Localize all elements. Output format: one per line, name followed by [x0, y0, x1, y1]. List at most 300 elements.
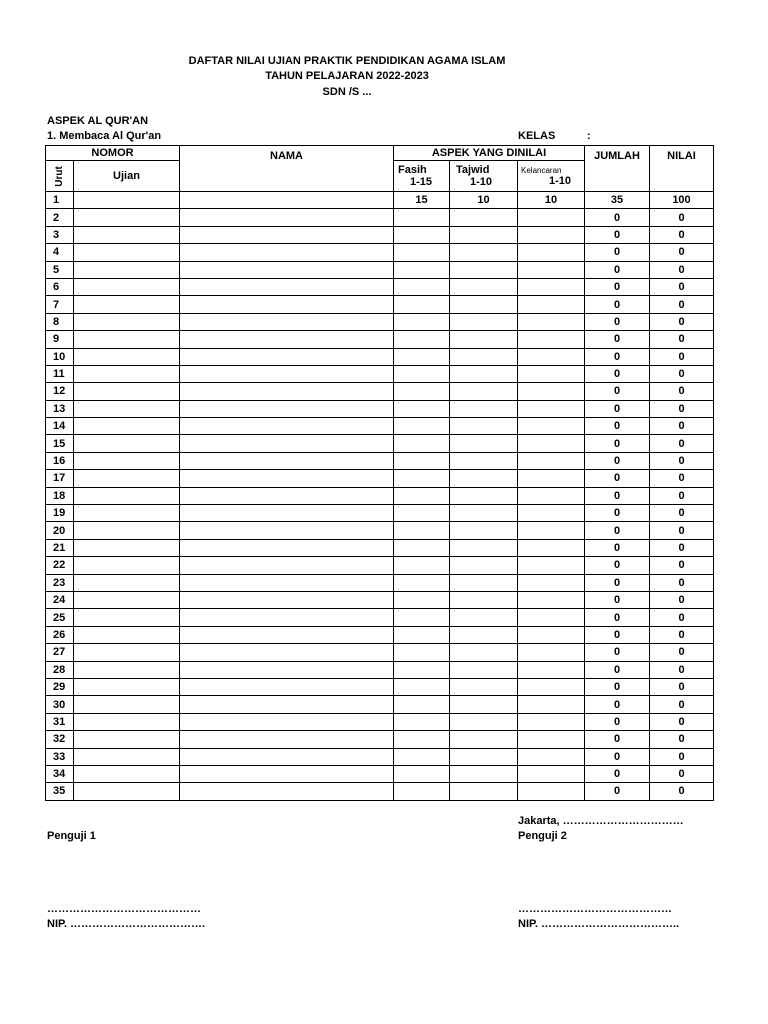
- cell-kelancaran: [518, 452, 585, 469]
- cell-fasih: [394, 748, 450, 765]
- cell-urut: 26: [46, 626, 74, 643]
- cell-kelancaran: [518, 713, 585, 730]
- cell-nama: [180, 661, 394, 678]
- cell-jumlah: 0: [585, 452, 650, 469]
- table-row: [46, 487, 714, 504]
- cell-nilai: 0: [650, 557, 714, 574]
- cell-nilai: 100: [650, 192, 714, 209]
- cell-nama: [180, 626, 394, 643]
- grade-table: [45, 145, 714, 801]
- cell-fasih: [394, 696, 450, 713]
- cell-kelancaran: [518, 696, 585, 713]
- examiner-1-label: Penguji 1: [47, 830, 96, 842]
- cell-tajwid: [450, 418, 518, 435]
- cell-urut: 6: [46, 278, 74, 295]
- cell-ujian: [74, 418, 180, 435]
- cell-kelancaran: [518, 522, 585, 539]
- cell-tajwid: [450, 296, 518, 313]
- cell-kelancaran: [518, 765, 585, 782]
- cell-urut: 23: [46, 574, 74, 591]
- cell-kelancaran: [518, 661, 585, 678]
- cell-fasih: [394, 765, 450, 782]
- cell-jumlah: 0: [585, 539, 650, 556]
- header-fasih: [394, 161, 450, 192]
- nip-1: NIP. ……………………………….: [47, 918, 206, 930]
- cell-nilai: 0: [650, 348, 714, 365]
- cell-ujian: [74, 383, 180, 400]
- cell-tajwid: [450, 539, 518, 556]
- cell-urut: 30: [46, 696, 74, 713]
- cell-jumlah: 0: [585, 470, 650, 487]
- cell-kelancaran: [518, 748, 585, 765]
- cell-jumlah: 0: [585, 522, 650, 539]
- cell-kelancaran: [518, 435, 585, 452]
- cell-kelancaran: [518, 557, 585, 574]
- cell-fasih: [394, 400, 450, 417]
- cell-fasih: [394, 435, 450, 452]
- cell-jumlah: 0: [585, 644, 650, 661]
- cell-tajwid: [450, 731, 518, 748]
- cell-nilai: 0: [650, 678, 714, 695]
- cell-jumlah: 35: [585, 192, 650, 209]
- cell-tajwid: [450, 591, 518, 608]
- cell-nama: [180, 244, 394, 261]
- examiner-2-label: Penguji 2: [518, 830, 567, 842]
- cell-nilai: 0: [650, 278, 714, 295]
- cell-jumlah: 0: [585, 505, 650, 522]
- header-fasih-range: 1-15: [410, 176, 433, 188]
- header-kelancaran-range: 1-10: [549, 174, 572, 187]
- cell-jumlah: 0: [585, 435, 650, 452]
- cell-tajwid: [450, 244, 518, 261]
- cell-kelancaran: [518, 487, 585, 504]
- table-row: [46, 470, 714, 487]
- cell-jumlah: 0: [585, 278, 650, 295]
- cell-kelancaran: [518, 365, 585, 382]
- cell-urut: 29: [46, 678, 74, 695]
- cell-kelancaran: [518, 296, 585, 313]
- cell-nilai: 0: [650, 383, 714, 400]
- cell-urut: 4: [46, 244, 74, 261]
- cell-nilai: 0: [650, 644, 714, 661]
- cell-tajwid: [450, 452, 518, 469]
- cell-nama: [180, 609, 394, 626]
- cell-ujian: [74, 435, 180, 452]
- cell-jumlah: 0: [585, 261, 650, 278]
- cell-ujian: [74, 539, 180, 556]
- table-row: [46, 365, 714, 382]
- table-row: [46, 435, 714, 452]
- cell-fasih: [394, 557, 450, 574]
- cell-fasih: [394, 539, 450, 556]
- cell-tajwid: [450, 365, 518, 382]
- cell-urut: 13: [46, 400, 74, 417]
- cell-ujian: [74, 678, 180, 695]
- header-urut: [46, 161, 74, 192]
- cell-nama: [180, 539, 394, 556]
- cell-nama: [180, 591, 394, 608]
- table-row: [46, 678, 714, 695]
- cell-jumlah: 0: [585, 226, 650, 243]
- cell-kelancaran: [518, 574, 585, 591]
- cell-fasih: [394, 418, 450, 435]
- cell-fasih: [394, 296, 450, 313]
- cell-fasih: [394, 313, 450, 330]
- cell-nilai: 0: [650, 400, 714, 417]
- table-row: [46, 505, 714, 522]
- cell-fasih: [394, 365, 450, 382]
- cell-nilai: 0: [650, 487, 714, 504]
- cell-tajwid: [450, 696, 518, 713]
- cell-ujian: [74, 278, 180, 295]
- cell-urut: 32: [46, 731, 74, 748]
- aspect-label: ASPEK AL QUR'AN: [47, 115, 149, 127]
- header-urut-text: Urut: [54, 166, 65, 187]
- cell-jumlah: 0: [585, 383, 650, 400]
- cell-tajwid: [450, 261, 518, 278]
- cell-fasih: [394, 678, 450, 695]
- cell-urut: 14: [46, 418, 74, 435]
- table-row: [46, 731, 714, 748]
- table-row: [46, 522, 714, 539]
- cell-nilai: 0: [650, 470, 714, 487]
- cell-nilai: 0: [650, 505, 714, 522]
- aspect-item-label: 1. Membaca Al Qur'an: [47, 130, 162, 142]
- cell-fasih: 15: [394, 192, 450, 209]
- cell-nilai: 0: [650, 539, 714, 556]
- cell-urut: 15: [46, 435, 74, 452]
- cell-nilai: 0: [650, 296, 714, 313]
- cell-kelancaran: [518, 278, 585, 295]
- cell-tajwid: [450, 609, 518, 626]
- cell-fasih: [394, 278, 450, 295]
- cell-nama: [180, 696, 394, 713]
- table-row: [46, 452, 714, 469]
- table-row: [46, 748, 714, 765]
- document-title: DAFTAR NILAI UJIAN PRAKTIK PENDIDIKAN AGAMA ISLAM: [188, 55, 506, 67]
- cell-kelancaran: [518, 505, 585, 522]
- cell-nama: [180, 783, 394, 800]
- cell-kelancaran: [518, 400, 585, 417]
- cell-ujian: [74, 470, 180, 487]
- cell-ujian: [74, 365, 180, 382]
- cell-jumlah: 0: [585, 731, 650, 748]
- table-row: [46, 244, 714, 261]
- cell-nilai: 0: [650, 452, 714, 469]
- cell-fasih: [394, 609, 450, 626]
- cell-kelancaran: [518, 591, 585, 608]
- cell-urut: 18: [46, 487, 74, 504]
- cell-tajwid: [450, 487, 518, 504]
- cell-nilai: 0: [650, 626, 714, 643]
- cell-jumlah: 0: [585, 331, 650, 348]
- place-date: Jakarta, ……………………………: [518, 815, 684, 827]
- cell-nama: [180, 452, 394, 469]
- cell-urut: 28: [46, 661, 74, 678]
- cell-kelancaran: [518, 383, 585, 400]
- cell-tajwid: [450, 661, 518, 678]
- cell-kelancaran: [518, 226, 585, 243]
- cell-kelancaran: [518, 678, 585, 695]
- cell-tajwid: [450, 209, 518, 226]
- cell-kelancaran: [518, 539, 585, 556]
- cell-jumlah: 0: [585, 418, 650, 435]
- cell-jumlah: 0: [585, 209, 650, 226]
- cell-urut: 9: [46, 331, 74, 348]
- cell-kelancaran: [518, 626, 585, 643]
- table-row: [46, 783, 714, 800]
- cell-urut: 24: [46, 591, 74, 608]
- cell-ujian: [74, 696, 180, 713]
- cell-nama: [180, 505, 394, 522]
- cell-nilai: 0: [650, 609, 714, 626]
- table-row: [46, 591, 714, 608]
- cell-nama: [180, 487, 394, 504]
- cell-tajwid: [450, 644, 518, 661]
- cell-fasih: [394, 226, 450, 243]
- cell-ujian: [74, 661, 180, 678]
- header-tajwid: [450, 161, 518, 192]
- cell-jumlah: 0: [585, 713, 650, 730]
- cell-nama: [180, 192, 394, 209]
- cell-fasih: [394, 383, 450, 400]
- cell-nama: [180, 226, 394, 243]
- cell-urut: 19: [46, 505, 74, 522]
- table-row: [46, 278, 714, 295]
- cell-nilai: 0: [650, 226, 714, 243]
- cell-urut: 17: [46, 470, 74, 487]
- cell-ujian: [74, 713, 180, 730]
- cell-ujian: [74, 209, 180, 226]
- cell-fasih: [394, 783, 450, 800]
- table-row: [46, 348, 714, 365]
- cell-kelancaran: [518, 609, 585, 626]
- cell-nama: [180, 644, 394, 661]
- table-row: [46, 713, 714, 730]
- cell-nilai: 0: [650, 365, 714, 382]
- cell-fasih: [394, 470, 450, 487]
- cell-ujian: [74, 261, 180, 278]
- kelas-label: KELAS: [518, 130, 556, 142]
- cell-jumlah: 0: [585, 591, 650, 608]
- cell-ujian: [74, 574, 180, 591]
- cell-urut: 25: [46, 609, 74, 626]
- cell-urut: 1: [46, 192, 74, 209]
- header-nilai: NILAI: [650, 146, 714, 192]
- signature-line-2: ……………………………………: [518, 903, 672, 915]
- cell-nilai: 0: [650, 713, 714, 730]
- cell-nilai: 0: [650, 574, 714, 591]
- cell-kelancaran: [518, 644, 585, 661]
- cell-tajwid: [450, 713, 518, 730]
- cell-nama: [180, 522, 394, 539]
- cell-kelancaran: [518, 348, 585, 365]
- cell-fasih: [394, 244, 450, 261]
- cell-ujian: [74, 244, 180, 261]
- cell-ujian: [74, 609, 180, 626]
- table-row: [46, 261, 714, 278]
- table-row: [46, 574, 714, 591]
- cell-ujian: [74, 331, 180, 348]
- header-tajwid-label: Tajwid: [456, 164, 490, 176]
- cell-kelancaran: [518, 418, 585, 435]
- header-ujian: Ujian: [74, 161, 180, 192]
- cell-urut: 33: [46, 748, 74, 765]
- cell-nilai: 0: [650, 748, 714, 765]
- cell-jumlah: 0: [585, 400, 650, 417]
- cell-urut: 22: [46, 557, 74, 574]
- cell-nilai: 0: [650, 783, 714, 800]
- cell-tajwid: [450, 278, 518, 295]
- cell-fasih: [394, 713, 450, 730]
- cell-kelancaran: [518, 313, 585, 330]
- cell-jumlah: 0: [585, 626, 650, 643]
- cell-jumlah: 0: [585, 574, 650, 591]
- cell-jumlah: 0: [585, 783, 650, 800]
- document-subtitle-school: SDN /S ...: [322, 86, 372, 98]
- cell-jumlah: 0: [585, 748, 650, 765]
- cell-nama: [180, 470, 394, 487]
- cell-urut: 5: [46, 261, 74, 278]
- cell-urut: 3: [46, 226, 74, 243]
- table-row: [46, 331, 714, 348]
- cell-nama: [180, 748, 394, 765]
- header-kelancaran: [518, 161, 585, 192]
- cell-nama: [180, 296, 394, 313]
- cell-ujian: [74, 313, 180, 330]
- cell-nama: [180, 261, 394, 278]
- cell-ujian: [74, 505, 180, 522]
- cell-tajwid: [450, 522, 518, 539]
- cell-tajwid: [450, 435, 518, 452]
- cell-tajwid: [450, 400, 518, 417]
- cell-ujian: [74, 487, 180, 504]
- cell-tajwid: [450, 748, 518, 765]
- cell-ujian: [74, 522, 180, 539]
- table-row: [46, 400, 714, 417]
- cell-jumlah: 0: [585, 487, 650, 504]
- kelas-colon: :: [587, 130, 591, 142]
- cell-jumlah: 0: [585, 557, 650, 574]
- table-row: [46, 383, 714, 400]
- cell-kelancaran: [518, 470, 585, 487]
- cell-ujian: [74, 591, 180, 608]
- cell-jumlah: 0: [585, 696, 650, 713]
- table-row: [46, 765, 714, 782]
- cell-fasih: [394, 209, 450, 226]
- cell-tajwid: [450, 765, 518, 782]
- signature-line-1: ……………………………………: [47, 903, 201, 915]
- cell-tajwid: [450, 226, 518, 243]
- cell-nama: [180, 383, 394, 400]
- cell-ujian: [74, 731, 180, 748]
- table-row: [46, 226, 714, 243]
- cell-jumlah: 0: [585, 678, 650, 695]
- cell-urut: 8: [46, 313, 74, 330]
- cell-jumlah: 0: [585, 313, 650, 330]
- cell-jumlah: 0: [585, 765, 650, 782]
- table-row: [46, 539, 714, 556]
- cell-tajwid: [450, 470, 518, 487]
- cell-nama: [180, 365, 394, 382]
- table-row: [46, 626, 714, 643]
- cell-urut: 12: [46, 383, 74, 400]
- cell-kelancaran: [518, 783, 585, 800]
- cell-urut: 31: [46, 713, 74, 730]
- cell-fasih: [394, 331, 450, 348]
- table-row: [46, 313, 714, 330]
- cell-nama: [180, 331, 394, 348]
- table-row: [46, 644, 714, 661]
- table-row: [46, 209, 714, 226]
- cell-nama: [180, 574, 394, 591]
- nip-2: NIP. ………………………………..: [518, 918, 680, 930]
- cell-jumlah: 0: [585, 661, 650, 678]
- cell-nilai: 0: [650, 765, 714, 782]
- header-nomor: NOMOR: [46, 146, 180, 161]
- table-row: [46, 296, 714, 313]
- cell-urut: 21: [46, 539, 74, 556]
- cell-urut: 34: [46, 765, 74, 782]
- cell-nilai: 0: [650, 435, 714, 452]
- cell-nilai: 0: [650, 244, 714, 261]
- cell-tajwid: [450, 348, 518, 365]
- cell-fasih: [394, 574, 450, 591]
- cell-ujian: [74, 748, 180, 765]
- cell-nama: [180, 400, 394, 417]
- cell-nama: [180, 278, 394, 295]
- cell-tajwid: [450, 313, 518, 330]
- cell-ujian: [74, 644, 180, 661]
- cell-urut: 16: [46, 452, 74, 469]
- cell-fasih: [394, 261, 450, 278]
- cell-fasih: [394, 591, 450, 608]
- cell-jumlah: 0: [585, 609, 650, 626]
- cell-nilai: 0: [650, 522, 714, 539]
- cell-tajwid: 10: [450, 192, 518, 209]
- cell-tajwid: [450, 331, 518, 348]
- cell-nama: [180, 348, 394, 365]
- cell-tajwid: [450, 557, 518, 574]
- header-kelancaran-label: Kelancaran: [521, 165, 562, 175]
- table-row: [46, 418, 714, 435]
- table-row: [46, 609, 714, 626]
- cell-nilai: 0: [650, 696, 714, 713]
- cell-kelancaran: [518, 209, 585, 226]
- cell-nilai: 0: [650, 418, 714, 435]
- cell-ujian: [74, 192, 180, 209]
- table-row: [46, 557, 714, 574]
- cell-ujian: [74, 783, 180, 800]
- header-fasih-label: Fasih: [398, 164, 427, 176]
- cell-urut: 27: [46, 644, 74, 661]
- cell-fasih: [394, 661, 450, 678]
- cell-jumlah: 0: [585, 296, 650, 313]
- cell-fasih: [394, 487, 450, 504]
- cell-ujian: [74, 226, 180, 243]
- cell-kelancaran: [518, 331, 585, 348]
- cell-nilai: 0: [650, 331, 714, 348]
- cell-urut: 20: [46, 522, 74, 539]
- cell-ujian: [74, 348, 180, 365]
- cell-nama: [180, 209, 394, 226]
- cell-tajwid: [450, 383, 518, 400]
- cell-nilai: 0: [650, 209, 714, 226]
- cell-ujian: [74, 626, 180, 643]
- cell-nilai: 0: [650, 261, 714, 278]
- cell-tajwid: [450, 626, 518, 643]
- cell-nilai: 0: [650, 731, 714, 748]
